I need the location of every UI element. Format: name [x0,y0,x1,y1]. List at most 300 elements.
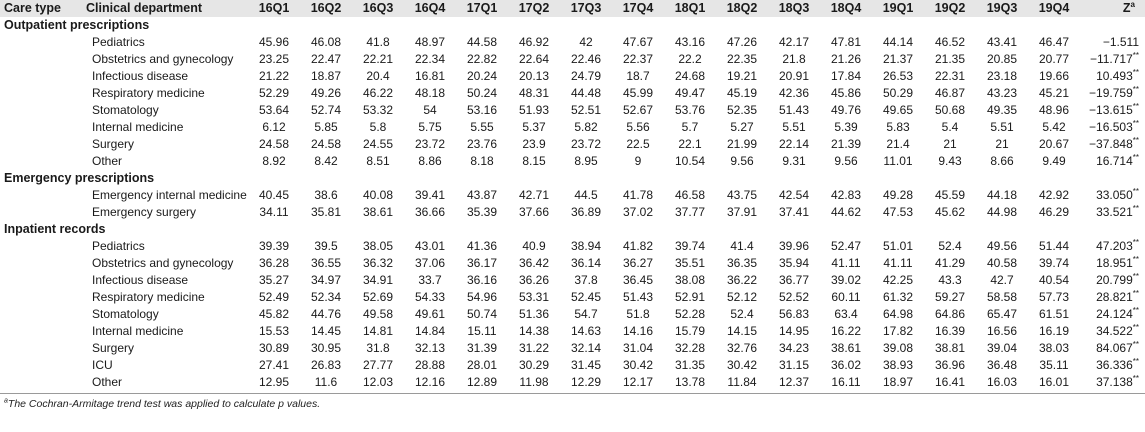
value-cell: 20.77 [1038,52,1070,66]
value-cell: 16.01 [1038,375,1070,389]
value-cell: 20.24 [466,69,498,83]
z-cell [1080,119,1145,136]
value-cell: 52.49 [258,290,290,304]
department-cell: Stomatology [92,103,159,117]
value-cell: 22.37 [622,52,654,66]
header-quarter: 18Q4 [830,1,862,15]
z-value: −37.848 [1089,137,1133,151]
table-row [0,374,1145,391]
value-cell: 8.42 [314,154,338,168]
value-cell: 42.17 [778,35,810,49]
z-cell [1080,102,1145,119]
value-cell: 22.14 [778,137,810,151]
value-cell: 21.35 [934,52,966,66]
value-cell: 31.35 [674,358,706,372]
value-cell: 41.82 [622,239,654,253]
value-cell: 35.81 [310,205,342,219]
value-cell: 42.7 [990,273,1014,287]
header-z [1080,0,1145,17]
header-quarter: 19Q2 [934,1,966,15]
care-type-cell [0,136,70,153]
value-cell: 31.8 [366,341,390,355]
value-cell: 5.83 [886,120,910,134]
value-cell: 47.26 [726,35,758,49]
table-row [0,51,1145,68]
z-value: −11.717 [1089,52,1133,66]
z-value: 24.124 [1096,307,1133,321]
value-cell: 5.7 [681,120,699,134]
value-cell: 36.35 [726,256,758,270]
value-cell: 8.18 [470,154,494,168]
value-cell: 45.59 [934,188,966,202]
value-cell: 20.91 [778,69,810,83]
value-cell: 49.65 [882,103,914,117]
value-cell: 48.18 [414,86,446,100]
care-type-cell [0,255,70,272]
value-cell: 18.87 [310,69,342,83]
value-cell: 64.98 [882,307,914,321]
value-cell: 40.9 [522,239,546,253]
value-cell: 9 [634,154,642,168]
value-cell: 39.5 [314,239,338,253]
department-cell: Obstetrics and gynecology [92,256,234,270]
z-cell [1080,306,1145,323]
value-cell: 9.49 [1042,154,1066,168]
table-footnote [0,398,1145,410]
header-z-sup: a [1130,0,1135,9]
header-quarter: 18Q1 [674,1,706,15]
care-type-cell [0,323,70,340]
value-cell: 31.39 [466,341,498,355]
value-cell: 21 [943,137,957,151]
z-value: 37.138 [1096,375,1133,389]
value-cell: 45.99 [622,86,654,100]
value-cell: 52.28 [674,307,706,321]
significance-marker: ** [1132,119,1139,128]
value-cell: 33.7 [418,273,442,287]
care-type-cell [0,289,70,306]
value-cell: 23.9 [522,137,546,151]
value-cell: 37.91 [726,205,758,219]
value-cell: 10.54 [674,154,706,168]
value-cell: 5.39 [834,120,858,134]
table-row [0,153,1145,170]
table-row [0,85,1145,102]
table-row [0,119,1145,136]
z-value: 10.493 [1096,69,1133,83]
header-quarter: 19Q1 [882,1,914,15]
value-cell: 21.8 [782,52,806,66]
z-cell [1080,289,1145,306]
table-row [0,68,1145,85]
value-cell: 14.95 [778,324,810,338]
table-row [0,102,1145,119]
significance-marker: ** [1132,306,1139,315]
header-quarter: 17Q4 [622,1,654,15]
care-type-cell [0,85,70,102]
value-cell: 35.39 [466,205,498,219]
value-cell: 31.15 [778,358,810,372]
value-cell: 51.43 [778,103,810,117]
value-cell: 50.29 [882,86,914,100]
value-cell: 53.64 [258,103,290,117]
value-cell: 18.97 [882,375,914,389]
value-cell: 40.45 [258,188,290,202]
value-cell: 41.36 [466,239,498,253]
value-cell: 27.77 [362,358,394,372]
value-cell: 5.56 [626,120,650,134]
value-cell: 6.12 [262,120,286,134]
value-cell: 64.86 [934,307,966,321]
value-cell: 44.62 [830,205,862,219]
department-cell: Pediatrics [92,35,145,49]
value-cell: 45.96 [258,35,290,49]
value-cell: 43.75 [726,188,758,202]
value-cell: 49.47 [674,86,706,100]
value-cell: 52.4 [730,307,754,321]
value-cell: 12.29 [570,375,602,389]
value-cell: 8.15 [522,154,546,168]
section-title: Emergency prescriptions [4,171,155,185]
department-cell: Surgery [92,137,135,151]
value-cell: 5.51 [990,120,1014,134]
value-cell: 41.4 [730,239,754,253]
header-quarter: 18Q2 [726,1,758,15]
header-department: Clinical department [86,1,202,15]
value-cell: 44.14 [882,35,914,49]
value-cell: 17.82 [882,324,914,338]
value-cell: 22.5 [626,137,650,151]
value-cell: 30.89 [258,341,290,355]
value-cell: 14.38 [518,324,550,338]
value-cell: 8.51 [366,154,390,168]
value-cell: 35.27 [258,273,290,287]
table-row [0,289,1145,306]
value-cell: 8.95 [574,154,598,168]
value-cell: 53.32 [362,103,394,117]
value-cell: 43.41 [986,35,1018,49]
value-cell: 31.04 [622,341,654,355]
value-cell: 21.22 [258,69,290,83]
value-cell: 27.41 [258,358,290,372]
value-cell: 19.21 [726,69,758,83]
value-cell: 38.61 [362,205,394,219]
table-row [0,272,1145,289]
table-row [0,255,1145,272]
value-cell: 34.23 [778,341,810,355]
table-row [0,136,1145,153]
value-cell: 41.8 [366,35,390,49]
z-cell [1080,323,1145,340]
value-cell: 59.27 [934,290,966,304]
significance-marker: ** [1132,136,1139,145]
care-type-cell [0,238,70,255]
significance-marker: ** [1132,51,1139,60]
department-cell: Stomatology [92,307,159,321]
value-cell: 39.39 [258,239,290,253]
value-cell: 13.78 [674,375,706,389]
value-cell: 40.54 [1038,273,1070,287]
value-cell: 46.47 [1038,35,1070,49]
value-cell: 54.7 [574,307,598,321]
value-cell: 16.19 [1038,324,1070,338]
value-cell: 52.45 [570,290,602,304]
value-cell: 37.8 [574,273,598,287]
value-cell: 47.81 [830,35,862,49]
department-cell: Pediatrics [92,239,145,253]
value-cell: 22.1 [678,137,702,151]
significance-marker: ** [1132,238,1139,247]
value-cell: 5.42 [1042,120,1066,134]
care-type-cell [0,357,70,374]
value-cell: 30.95 [310,341,342,355]
value-cell: 36.48 [986,358,1018,372]
value-cell: 16.22 [830,324,862,338]
z-value: 84.067 [1096,341,1133,355]
significance-marker: ** [1132,102,1139,111]
value-cell: 51.36 [518,307,550,321]
value-cell: 11.6 [314,375,338,389]
table-row [0,306,1145,323]
value-cell: 54 [423,103,437,117]
value-cell: 40.58 [986,256,1018,270]
value-cell: 28.88 [414,358,446,372]
care-type-cell [0,68,70,85]
value-cell: 39.08 [882,341,914,355]
value-cell: 34.11 [259,205,289,219]
table-bottom-rule [0,393,1145,394]
department-cell: Emergency internal medicine [92,188,247,202]
department-cell: Obstetrics and gynecology [92,52,234,66]
table-row [0,204,1145,221]
value-cell: 37.02 [622,205,654,219]
z-cell [1080,272,1145,289]
value-cell: 57.73 [1038,290,1070,304]
header-quarter: 19Q3 [986,1,1018,15]
value-cell: 14.15 [726,324,758,338]
value-cell: 46.22 [362,86,394,100]
value-cell: 36.66 [414,205,446,219]
value-cell: 44.18 [986,188,1018,202]
value-cell: 32.13 [414,341,446,355]
value-cell: 20.85 [986,52,1018,66]
value-cell: 12.16 [414,375,446,389]
table-row [0,340,1145,357]
value-cell: 47.53 [882,205,914,219]
z-value: −16.503 [1089,120,1133,134]
value-cell: 38.6 [314,188,338,202]
value-cell: 15.11 [467,324,497,338]
value-cell: 11.98 [519,375,549,389]
table-row [0,34,1145,51]
value-cell: 56.83 [778,307,810,321]
value-cell: 38.05 [362,239,394,253]
value-cell: 51.8 [626,307,650,321]
value-cell: 22.35 [726,52,758,66]
z-cell [1080,357,1145,374]
value-cell: 24.55 [362,137,394,151]
section-header-row [0,17,1145,34]
value-cell: 52.74 [310,103,342,117]
section-header-row [0,170,1145,187]
value-cell: 5.8 [369,120,387,134]
value-cell: 24.58 [258,137,290,151]
value-cell: 23.76 [466,137,498,151]
value-cell: 42 [579,35,593,49]
value-cell: 52.12 [726,290,758,304]
value-cell: 53.16 [466,103,498,117]
z-cell [1080,238,1145,255]
value-cell: 8.92 [262,154,286,168]
care-type-cell [0,187,70,204]
value-cell: 11.84 [727,375,757,389]
value-cell: 39.41 [414,188,446,202]
value-cell: 49.56 [986,239,1018,253]
value-cell: 5.75 [418,120,442,134]
value-cell: 9.43 [938,154,962,168]
value-cell: 43.01 [414,239,446,253]
value-cell: 21.26 [830,52,862,66]
value-cell: 23.72 [414,137,446,151]
value-cell: 48.31 [518,86,550,100]
value-cell: 36.32 [362,256,394,270]
value-cell: 36.55 [310,256,342,270]
value-cell: 48.97 [414,35,446,49]
value-cell: 53.31 [518,290,550,304]
value-cell: 9.56 [730,154,754,168]
value-cell: 52.35 [726,103,758,117]
value-cell: 22.2 [678,52,702,66]
value-cell: 58.58 [986,290,1018,304]
value-cell: 44.58 [466,35,498,49]
value-cell: 50.74 [466,307,498,321]
z-value: −13.615 [1089,103,1133,117]
care-type-cell [0,102,70,119]
value-cell: 34.91 [362,273,394,287]
value-cell: 39.74 [1038,256,1070,270]
value-cell: 52.69 [362,290,394,304]
value-cell: 37.06 [414,256,446,270]
value-cell: 18.7 [626,69,650,83]
value-cell: 41.78 [622,188,654,202]
value-cell: 49.28 [882,188,914,202]
value-cell: 54.33 [414,290,446,304]
header-quarter: 17Q3 [570,1,602,15]
care-type-cell [0,306,70,323]
z-cell [1080,51,1145,68]
value-cell: 21.37 [882,52,914,66]
significance-marker: ** [1132,153,1139,162]
value-cell: 41.11 [831,256,861,270]
z-cell [1080,85,1145,102]
value-cell: 38.81 [934,341,966,355]
table-body [0,17,1145,391]
value-cell: 49.61 [414,307,446,321]
value-cell: 22.46 [570,52,602,66]
significance-marker: ** [1132,272,1139,281]
significance-marker: ** [1132,68,1139,77]
value-cell: 20.67 [1038,137,1070,151]
z-value: −19.759 [1089,86,1133,100]
value-cell: 61.32 [882,290,914,304]
department-cell: Infectious disease [92,69,189,83]
value-cell: 22.64 [518,52,550,66]
value-cell: 30.29 [518,358,550,372]
value-cell: 17.84 [830,69,862,83]
department-cell: Respiratory medicine [92,290,205,304]
value-cell: 45.86 [830,86,862,100]
table-row [0,357,1145,374]
value-cell: 47.67 [622,35,654,49]
care-type-cell [0,51,70,68]
department-cell: Respiratory medicine [92,86,205,100]
z-cell [1080,187,1145,204]
value-cell: 20.4 [366,69,390,83]
value-cell: 42.83 [830,188,862,202]
z-cell [1080,68,1145,85]
value-cell: 12.37 [778,375,810,389]
value-cell: 40.08 [362,188,394,202]
value-cell: 31.22 [518,341,550,355]
value-cell: 51.93 [518,103,550,117]
care-type-cell [0,272,70,289]
table-row [0,238,1145,255]
header-quarter: 17Q1 [466,1,498,15]
value-cell: 41.29 [934,256,966,270]
value-cell: 39.74 [674,239,706,253]
header-row [0,0,1145,17]
value-cell: 42.36 [778,86,810,100]
value-cell: 51.01 [882,239,914,253]
department-cell: ICU [92,358,113,372]
z-cell [1080,340,1145,357]
value-cell: 52.51 [570,103,602,117]
care-type-cell [0,204,70,221]
department-cell: Other [92,375,123,389]
significance-marker: ** [1132,340,1139,349]
value-cell: 12.95 [258,375,290,389]
value-cell: 42.25 [882,273,914,287]
value-cell: 8.66 [990,154,1014,168]
value-cell: 21 [995,137,1009,151]
z-value: 20.799 [1096,273,1133,287]
value-cell: 5.27 [730,120,754,134]
value-cell: 5.4 [941,120,959,134]
z-value: 16.714 [1096,154,1133,168]
header-care-type: Care type [4,1,61,15]
value-cell: 19.66 [1038,69,1070,83]
value-cell: 12.17 [622,375,654,389]
value-cell: 23.72 [570,137,602,151]
value-cell: 45.62 [934,205,966,219]
value-cell: 51.43 [622,290,654,304]
care-type-cell [0,374,70,391]
value-cell: 26.83 [310,358,342,372]
value-cell: 46.29 [1038,205,1070,219]
value-cell: 52.52 [778,290,810,304]
header-quarter: 17Q2 [518,1,550,15]
value-cell: 5.82 [574,120,598,134]
value-cell: 39.04 [986,341,1018,355]
value-cell: 36.02 [830,358,862,372]
significance-marker: ** [1132,204,1139,213]
value-cell: 16.03 [986,375,1018,389]
value-cell: 43.3 [938,273,962,287]
value-cell: 49.58 [362,307,394,321]
header-quarter: 16Q2 [310,1,342,15]
significance-marker: ** [1132,187,1139,196]
value-cell: 30.42 [622,358,654,372]
